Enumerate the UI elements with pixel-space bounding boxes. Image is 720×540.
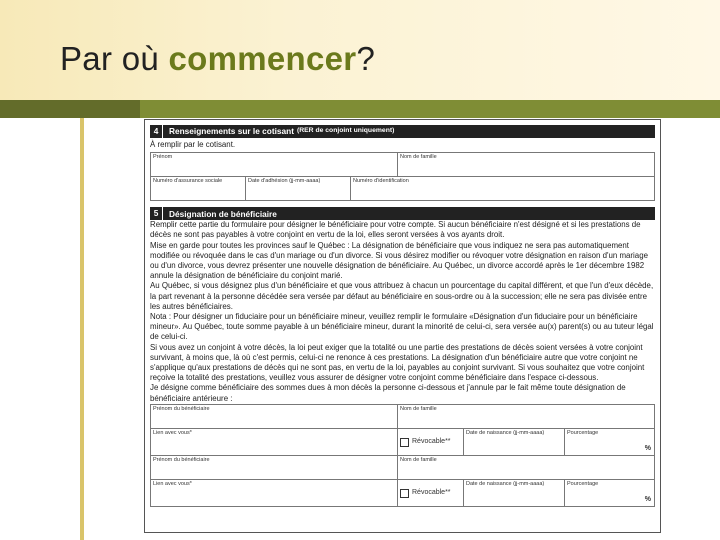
beneficiary-1-dob[interactable]: Date de naissance (jj-mm-aaaa) <box>464 429 565 455</box>
beneficiary-1-relation[interactable]: Lien avec vous* <box>151 429 398 455</box>
beneficiary-2-revocable-label: Révocable** <box>412 489 451 497</box>
decorative-left-bar <box>80 118 84 540</box>
paragraph-intro: Remplir cette partie du formulaire pour désigner le bénéficiaire pour votre compte. Si aucun bénéficiaire n'est désigné et si les prestations de décès ne sont pas payables à votre conjoint en vertu de la loi, elles seront versées à vos ayants droit. <box>150 220 641 240</box>
beneficiary-2-last-name[interactable]: Nom de famille <box>400 456 437 463</box>
beneficiary-2-first-name[interactable]: Prénom du bénéficiaire <box>151 456 398 479</box>
contributor-name-row <box>150 152 655 177</box>
section-4-note: À remplir par le cotisant. <box>150 140 236 149</box>
beneficiary-2-percent-label: Pourcentage <box>567 480 599 487</box>
sin-field[interactable]: Numéro d'assurance sociale <box>151 177 246 200</box>
beneficiary-1-revocable-label: Révocable** <box>412 438 451 446</box>
beneficiary-2-revocable-cell <box>398 480 464 506</box>
beneficiary-1-revocable-checkbox[interactable] <box>400 438 409 447</box>
title-accent: commencer <box>168 40 357 77</box>
title-suffix: ? <box>356 40 376 77</box>
beneficiary-1-name-row <box>150 404 655 429</box>
section-4-subtitle: (RER de conjoint uniquement) <box>296 127 395 135</box>
beneficiary-1-detail-row <box>150 429 655 456</box>
paragraph-quebec: Au Québec, si vous désignez plus d'un bénéficiaire et que vous attribuez à chacun un pourcentage du capital différent, et que l'un d'eux décède, la part revenant à la personne décédée sera versée par défaut au bénéficiaire en sous-ordre ou à la succession; elle ne sera pas divisée entre les autres bénéficiaires. <box>150 281 654 311</box>
paragraph-nota: Nota : Pour désigner un fiduciaire pour un bénéficiaire mineur, veuillez remplir le formulaire «Désignation d'un fiduciaire pour un bénéficiaire mineur». Au Québec, toute somme payable à un bénéficiaire mineur, durant la minorité de celui-ci, sera versée au(x) parent(s) ou au tuteur légal de celui-ci. <box>150 312 654 342</box>
paragraph-spouse: Si vous avez un conjoint à votre décès, la loi peut exiger que la totalité ou une partie des prestations de décès soient versées à votre conjoint survivant, à moins que, là où c'est permis, celui-ci ne renonce à ces prestations. La désignation d'un bénéficiaire autre que votre conjoint ne s'applique qu'aux prestations de décès qui ne sont pas, en vertu de la loi, payables au conjoint survivant. Si vous souhaitez que votre conjoint reçoive la totalité des prestations, veuillez vous assurer de désigner votre conjoint comme bénéficiaire dans l'espace ci-dessous. <box>150 342 645 383</box>
beneficiary-2-detail-row <box>150 480 655 507</box>
beneficiary-1-revocable-cell <box>398 429 464 455</box>
slide-title <box>60 40 375 78</box>
beneficiary-1-percent-sign: % <box>644 445 651 453</box>
id-number-field[interactable]: Numéro d'identification <box>353 178 409 185</box>
beneficiary-1-percent-label: Pourcentage <box>567 429 599 436</box>
section-4-title: Renseignements sur le cotisant <box>169 126 294 137</box>
beneficiary-2-dob[interactable]: Date de naissance (jj-mm-aaaa) <box>464 480 565 506</box>
first-name-field[interactable]: Prénom <box>151 153 398 176</box>
beneficiary-2-relation[interactable]: Lien avec vous* <box>151 480 398 506</box>
beneficiary-2-percent-cell[interactable] <box>565 480 654 506</box>
section-5-title: Désignation de bénéficiaire <box>169 208 277 219</box>
beneficiary-2-name-row <box>150 456 655 480</box>
band-dark-segment <box>0 100 140 118</box>
beneficiary-1-first-name[interactable]: Prénom du bénéficiaire <box>151 405 398 428</box>
title-prefix: Par où <box>60 40 169 77</box>
decorative-band <box>0 100 720 118</box>
beneficiary-1-percent-cell[interactable] <box>565 429 654 455</box>
beneficiary-1-last-name[interactable]: Nom de famille <box>400 405 437 412</box>
last-name-field[interactable]: Nom de famille <box>400 154 437 161</box>
form-image <box>144 119 661 533</box>
paragraph-warning: Mise en garde pour toutes les provinces sauf le Québec : La désignation de bénéficiaire que vous indiquez ne sera pas automatiquement modifiée ou révoquée dans le cas d'un mariage ou d'un divorce. Si vous désirez modifier ou révoquer votre désignation en raison d'un mariage ou d'un divorce, vous devrez présenter une nouvelle désignation de bénéficiaire. Au Québec, un divorce accordé après le 1er décembre 1982 annule la désignation de bénéficiaire du conjoint marié. <box>150 240 648 281</box>
paragraph-designation: Je désigne comme bénéficiaire des sommes dues à mon décès la personne ci-dessous et j'annule par le fait même toute désignation de bénéficiaire antérieure : <box>150 383 626 403</box>
beneficiary-2-percent-sign: % <box>644 496 651 504</box>
beneficiary-2-revocable-checkbox[interactable] <box>400 489 409 498</box>
section-5-number: 5 <box>150 207 163 220</box>
contributor-id-row <box>150 177 655 201</box>
section-4-header <box>150 125 655 138</box>
section-5-header <box>150 207 655 220</box>
section-4-number: 4 <box>150 125 163 138</box>
membership-date-field[interactable]: Date d'adhésion (jj-mm-aaaa) <box>246 177 351 200</box>
